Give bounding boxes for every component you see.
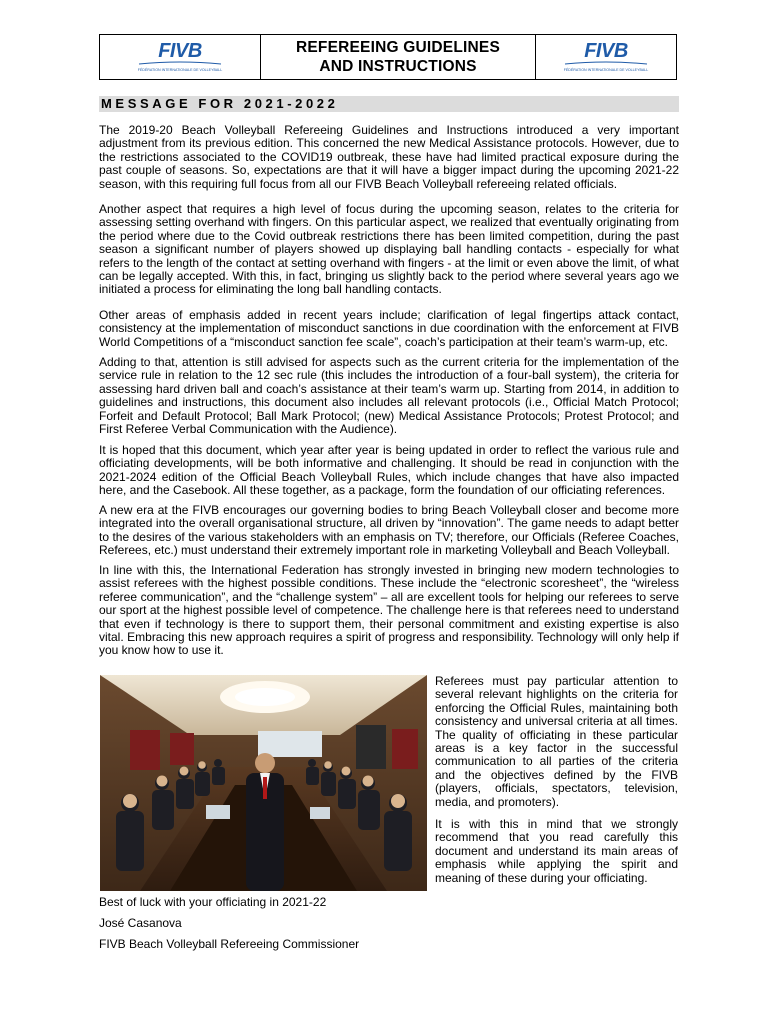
title-line-1: REFEREEING GUIDELINES bbox=[295, 39, 500, 56]
fivb-logo-tagline: FÉDÉRATION INTERNATIONALE DE VOLLEYBALL bbox=[563, 68, 649, 72]
meeting-photo bbox=[100, 675, 427, 891]
body-paragraph: It is hoped that this document, which year after year is being updated in order to reflect the various rule and officiating developments, will be both informative and challenging. It should be read in conjunction with the 2021-2024 edition of the Official Beach Volleyball Rules, which include changes that have also impacted here, and the Casebook. All these together, as a package, form the foundation of our officiating references. bbox=[99, 443, 679, 498]
logo-swoosh-icon bbox=[563, 61, 649, 65]
body-paragraph: In line with this, the International Federation has strongly invested in bringing new modern technologies to assist referees with the highest possible conditions. These include the “electronic scoresheet”, the “wireless referee communication”, and the “challenge system” – all are excellent tools for helping our referees to serve our sport at the highest possible level of competence. The challenge here is that referees need to understand that even if technology is there to support them, their personal commitment and existing expertise is also vital. Embracing this new approach requires a spirit of progress and responsibility. Technology will only help if you know how to use it. bbox=[99, 563, 679, 658]
closing-wish: Best of luck with your officiating in 2021-22 bbox=[99, 895, 327, 909]
title-line-2: AND INSTRUCTIONS bbox=[319, 58, 477, 75]
section-heading-bar bbox=[99, 96, 679, 112]
section-title: MESSAGE FOR 2021-2022 bbox=[101, 96, 339, 111]
document-title bbox=[260, 35, 536, 79]
fivb-logo-text: FIVB bbox=[158, 40, 202, 62]
side-paragraph: Referees must pay particular attention to several relevant highlights on the criteria for enforcing the Official Rules, maintaining both consistency and universal criteria at all times. The quality of officiating in these particular areas is a key factor in the successful communication to all parties of the criteria and the objectives defined by the FIVB (players, officials, spectators, television, media, and promoters). bbox=[435, 674, 678, 809]
side-paragraph: It is with this in mind that we strongly recommend that you read carefully this document and understand its main areas of emphasis while applying the spirit and meaning of these during your officiating. bbox=[435, 817, 678, 885]
fivb-logo-tagline: FÉDÉRATION INTERNATIONALE DE VOLLEYBALL bbox=[137, 68, 223, 72]
fivb-logo-left bbox=[100, 35, 260, 79]
document-header bbox=[99, 34, 677, 80]
signatory-role: FIVB Beach Volleyball Refereeing Commissioner bbox=[99, 937, 360, 951]
meeting-room-image bbox=[100, 675, 427, 891]
logo-swoosh-icon bbox=[137, 61, 223, 65]
body-paragraph: Adding to that, attention is still advised for aspects such as the current criteria for the implementation of the service rule in relation to the 12 sec rule (this includes the introduction of a four-ball system), the criteria for assessing hard driven ball and coach’s assistance at their team’s warm up. Starting from 2014, in addition to guidelines and instructions, this document also includes all relevant protocols (i.e., Official Match Protocol; Forfeit and Default Protocol; Ball Mark Protocol; (new) Medical Assistance Protocols; Protest Protocol; and First Referee Verbal Communication with the Audience). bbox=[99, 355, 679, 437]
body-paragraph: A new era at the FIVB encourages our governing bodies to bring Beach Volleyball closer and become more integrated into the overall organisational structure, all driven by “innovation”. The game needs to adapt better to the desires of the various stakeholders with an emphasis on TV; therefore, our Officials (Referee Coaches, Referees, etc.) must understand their extremely important role in marketing Volleyball and Beach Volleyball. bbox=[99, 503, 679, 558]
body-paragraph: Another aspect that requires a high level of focus during the upcoming season, relates to the criteria for assessing setting overhand with fingers. On this particular aspect, we realized that eventually originating from the period where due to the Covid outbreak restrictions there has been limited competition, during the past season a significant number of players showed up displaying ball handling contacts - especially for what refers to the length of the contact at setting overhand with fingers - at the limit or even above the limit, of what can be legally accepted. With this, in fact, bringing us slightly back to the period where several years ago we initiated a process for eliminating the long ball handling contacts. bbox=[99, 202, 679, 297]
body-paragraph: Other areas of emphasis added in recent years include; clarification of legal fingertips attack contact, consistency at the implementation of misconduct sanctions in due coordination with the enforcement at FIVB World Competitions of a “misconduct sanction fee scale”, coach’s participation at their team’s warm-up, etc. bbox=[99, 308, 679, 349]
body-paragraph: The 2019-20 Beach Volleyball Refereeing Guidelines and Instructions introduced a very important adjustment from its previous edition. This concerned the new Medical Assistance protocols. However, due to the restrictions associated to the COVID19 outbreak, these have had limited practical exposure during the past couple of seasons. So, expectations are that it will have a bigger impact during the upcoming 2021-22 season, with this requiring full focus from all our FIVB Beach Volleyball refereeing related officials. bbox=[99, 123, 679, 191]
fivb-logo-right bbox=[536, 35, 676, 79]
fivb-logo-text: FIVB bbox=[584, 40, 628, 62]
signatory-name: José Casanova bbox=[99, 916, 182, 930]
